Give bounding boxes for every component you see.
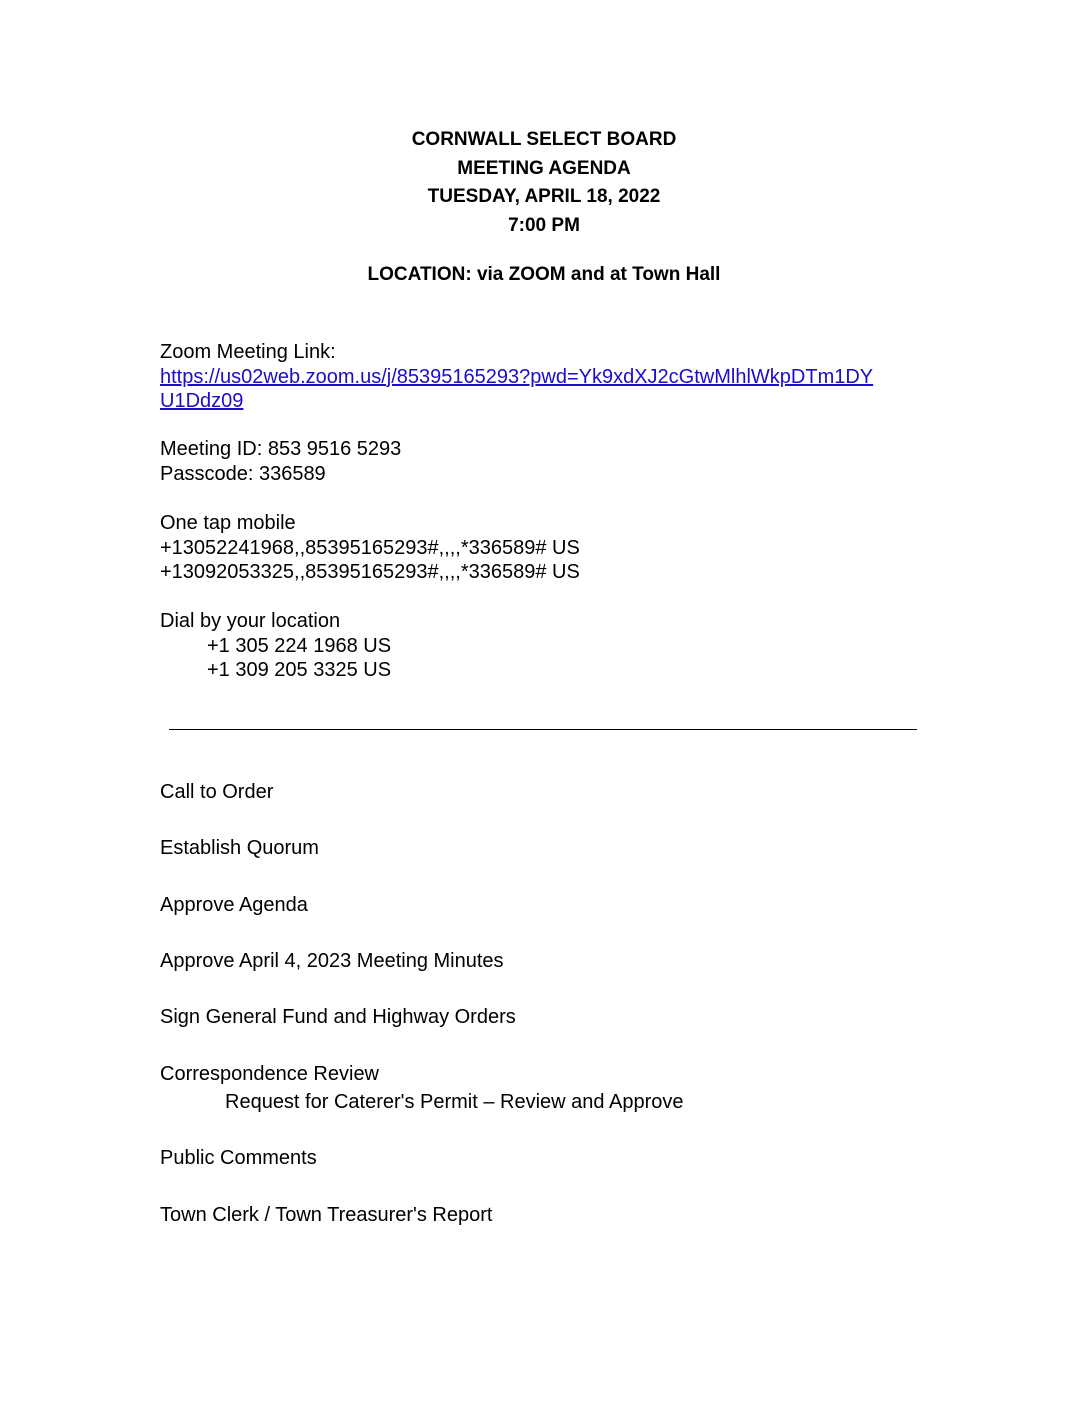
agenda-item: Approve Agenda <box>160 894 308 916</box>
zoom-link-label: Zoom Meeting Link: <box>160 341 336 363</box>
horizontal-divider <box>169 729 917 730</box>
zoom-link-block <box>160 340 873 414</box>
meeting-id: Meeting ID: 853 9516 5293 <box>160 438 402 460</box>
zoom-link-line-2: U1Ddz09 <box>160 390 244 413</box>
organization-name: CORNWALL SELECT BOARD <box>411 129 677 150</box>
passcode: Passcode: 336589 <box>160 462 326 485</box>
one-tap-number: +13052241968,,85395165293#,,,,*336589# US <box>160 536 580 559</box>
one-tap-number: +13092053325,,85395165293#,,,,*336589# US <box>160 561 580 584</box>
agenda-header <box>0 126 1088 240</box>
one-tap-mobile-block <box>160 511 580 585</box>
dial-number: +1 309 205 3325 US <box>207 659 392 682</box>
meeting-location: LOCATION: via ZOOM and at Town Hall <box>367 264 721 285</box>
agenda-item: Establish Quorum <box>160 837 319 859</box>
agenda-item: Call to Order <box>160 781 274 803</box>
agenda-item: Approve April 4, 2023 Meeting Minutes <box>160 950 504 972</box>
dial-label: Dial by your location <box>160 610 341 632</box>
agenda-item: Sign General Fund and Highway Orders <box>160 1006 516 1028</box>
meeting-credentials <box>160 437 401 486</box>
agenda-item: Public Comments <box>160 1147 317 1169</box>
document-title: MEETING AGENDA <box>457 157 631 179</box>
meeting-time: 7:00 PM <box>508 214 580 236</box>
meeting-date: TUESDAY, APRIL 18, 2022 <box>427 186 661 207</box>
agenda-sub-item: Request for Caterer's Permit – Review and Approve <box>225 1091 684 1113</box>
agenda-item: Town Clerk / Town Treasurer's Report <box>160 1204 493 1226</box>
zoom-link-line-1: https://us02web.zoom.us/j/85395165293?pwd=Yk9xdXJ2cGtwMlhlWkpDTm1DY <box>160 365 874 388</box>
dial-number: +1 305 224 1968 US <box>207 634 392 657</box>
dial-by-location-block <box>160 609 391 683</box>
zoom-meeting-link[interactable] <box>160 365 873 414</box>
agenda-item: Correspondence Review <box>160 1063 380 1085</box>
one-tap-label: One tap mobile <box>160 512 296 534</box>
